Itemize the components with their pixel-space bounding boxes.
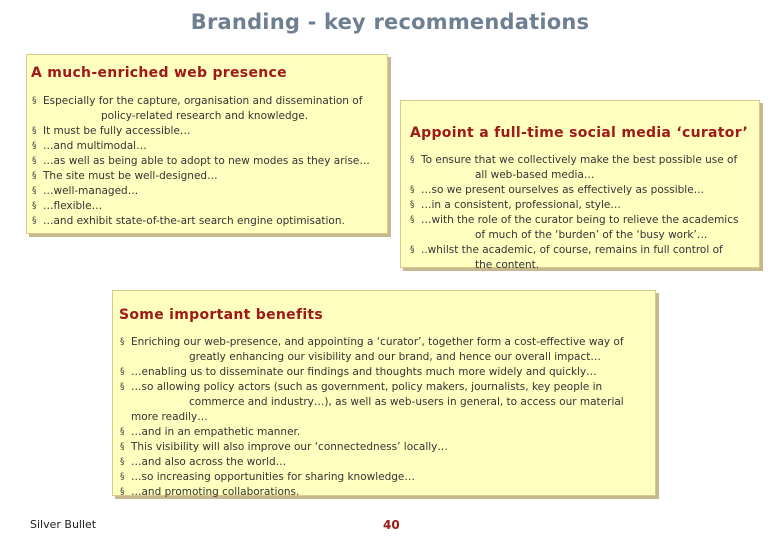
square-bullet-icon: § <box>410 200 415 210</box>
list-item <box>31 169 381 184</box>
square-bullet-icon: § <box>410 215 415 225</box>
benefits-heading: Some important benefits <box>119 307 324 323</box>
square-bullet-icon: § <box>120 337 125 347</box>
list-item-text: To ensure that we collectively make the best possible use of <box>421 154 738 166</box>
list-item-text: …and exhibit state-of-the-art search engine optimisation. <box>43 215 345 227</box>
square-bullet-icon: § <box>410 155 415 165</box>
list-item <box>31 214 381 229</box>
list-item <box>119 440 649 455</box>
page-number: 40 <box>383 518 400 532</box>
list-item-text: Enriching our web-presence, and appointing a ‘curator’, together form a cost-effective way of <box>131 336 624 348</box>
list-item <box>31 199 381 214</box>
list-item <box>31 184 381 199</box>
list-item-text: …as well as being able to adopt to new modes as they arise… <box>43 155 370 167</box>
list-item <box>409 213 755 243</box>
curator-list <box>409 153 755 273</box>
list-item-continuation: more readily… <box>131 411 208 423</box>
list-item-text: …and multimodal… <box>43 140 147 152</box>
list-item <box>409 198 755 213</box>
square-bullet-icon: § <box>32 216 37 226</box>
square-bullet-icon: § <box>120 382 125 392</box>
web-presence-box <box>26 54 388 234</box>
list-item-text: It must be fully accessible… <box>43 125 191 137</box>
square-bullet-icon: § <box>32 156 37 166</box>
list-item-text: ..whilst the academic, of course, remains in full control of <box>421 244 723 256</box>
list-item <box>119 470 649 485</box>
list-item-continuation: commerce and industry…), as well as web-users in general, to access our material <box>189 396 624 408</box>
list-item-text: …well-managed… <box>43 185 139 197</box>
curator-heading: Appoint a full-time social media ‘curator’ <box>410 125 749 141</box>
square-bullet-icon: § <box>120 442 125 452</box>
list-item <box>409 183 755 198</box>
square-bullet-icon: § <box>410 245 415 255</box>
list-item-text: …and in an empathetic manner. <box>131 426 301 438</box>
list-item-continuation: all web-based media… <box>475 169 595 181</box>
list-item <box>409 243 755 273</box>
list-item-text: …in a consistent, professional, style… <box>421 199 621 211</box>
list-item-text: …and promoting collaborations. <box>131 486 300 498</box>
square-bullet-icon: § <box>120 367 125 377</box>
square-bullet-icon: § <box>32 96 37 106</box>
list-item-continuation: greatly enhancing our visibility and our brand, and hence our overall impact… <box>189 351 601 363</box>
slide-title: Branding - key recommendations <box>190 10 590 34</box>
square-bullet-icon: § <box>120 472 125 482</box>
list-item-text: Especially for the capture, organisation and dissemination of <box>43 95 363 107</box>
curator-box <box>400 100 760 271</box>
list-item <box>119 425 649 440</box>
list-item-continuation: of much of the ‘burden’ of the ‘busy work’… <box>475 229 708 241</box>
square-bullet-icon: § <box>120 457 125 467</box>
square-bullet-icon: § <box>120 427 125 437</box>
list-item-text: …with the role of the curator being to relieve the academics <box>421 214 739 226</box>
footer-brand: Silver Bullet <box>30 518 97 531</box>
square-bullet-icon: § <box>32 126 37 136</box>
list-item-continuation: the content. <box>475 259 540 271</box>
list-item-continuation: policy-related research and knowledge. <box>101 110 309 122</box>
web-presence-list <box>31 94 381 229</box>
list-item-text: …so increasing opportunities for sharing knowledge… <box>131 471 415 483</box>
list-item <box>31 154 381 169</box>
list-item <box>409 153 755 183</box>
square-bullet-icon: § <box>32 171 37 181</box>
square-bullet-icon: § <box>32 186 37 196</box>
list-item <box>119 365 649 380</box>
list-item <box>119 335 649 365</box>
list-item-text: This visibility will also improve our ‘connectedness’ locally… <box>131 441 448 453</box>
square-bullet-icon: § <box>410 185 415 195</box>
list-item-text: The site must be well-designed… <box>43 170 218 182</box>
list-item <box>119 455 649 470</box>
list-item-text: …flexible… <box>43 200 103 212</box>
benefits-box <box>112 290 656 496</box>
list-item <box>31 94 381 124</box>
list-item <box>119 380 649 425</box>
list-item <box>31 124 381 139</box>
list-item-text: …so allowing policy actors (such as government, policy makers, journalists, key people in <box>131 381 603 393</box>
web-presence-heading: A much-enriched web presence <box>31 65 287 81</box>
list-item <box>31 139 381 154</box>
list-item-text: …so we present ourselves as effectively as possible… <box>421 184 705 196</box>
square-bullet-icon: § <box>120 487 125 497</box>
list-item-text: …enabling us to disseminate our findings and thoughts much more widely and quickly… <box>131 366 597 378</box>
square-bullet-icon: § <box>32 141 37 151</box>
list-item-text: …and also across the world… <box>131 456 287 468</box>
square-bullet-icon: § <box>32 201 37 211</box>
list-item <box>119 485 649 500</box>
benefits-list <box>119 335 649 500</box>
